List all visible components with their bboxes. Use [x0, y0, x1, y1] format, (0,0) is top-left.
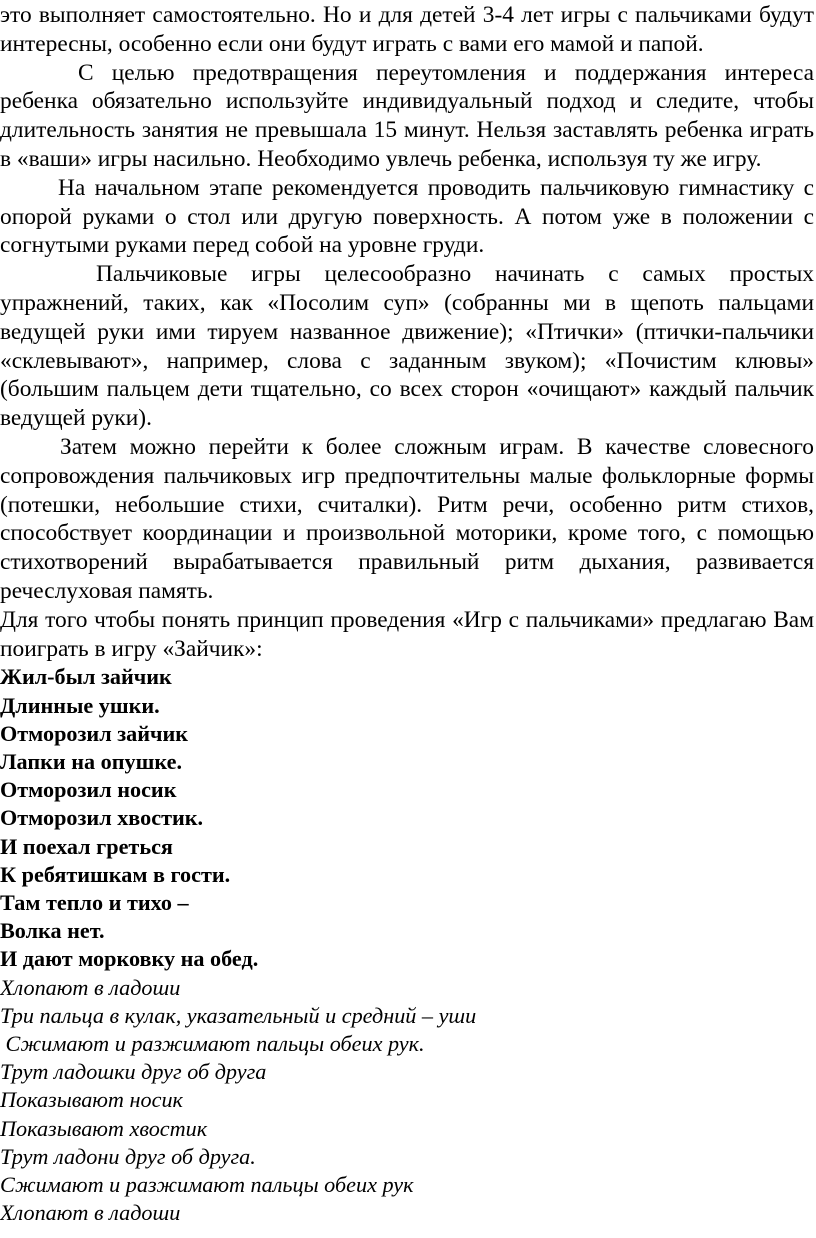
- poem-line: Лапки на опушке.: [0, 748, 182, 774]
- paragraph-intro-continuation: это выполняет самостоятельно. Но и для детей 3-4 лет игры с пальчиками будут интересны, особенно если они будут играть с вами его мамой и папой.: [0, 2, 814, 57]
- action-instructions: [0, 974, 814, 1228]
- poem-line: Отморозил носик: [0, 777, 177, 803]
- poem-line: Жил-был зайчик: [0, 664, 172, 690]
- poem-line: И поехал греться: [0, 833, 173, 859]
- poem-line: Там тепло и тихо –: [0, 889, 189, 915]
- paragraph-game-invitation: Для того чтобы понять принцип проведения «Игр с пальчиками» предлагаю Вам поиграть в игру «Зайчик»:: [0, 606, 814, 662]
- poem-line: И дают морковку на обед.: [0, 946, 259, 972]
- poem-zaychik: [0, 663, 814, 973]
- action-line: Показывают хвостик: [0, 1115, 208, 1141]
- action-line: Показывают носик: [0, 1087, 183, 1113]
- action-line: Трут ладошки друг об друга: [0, 1059, 267, 1085]
- action-line: Хлопают в ладоши: [0, 974, 181, 1000]
- action-line: Сжимают и разжимают пальцы обеих рук: [0, 1171, 414, 1197]
- paragraph-simple-exercises: Пальчиковые игры целесообразно начинать с самых простых упражнений, таких, как «Посолим суп» (собранны ми в щепоть пальцами ведущей руки ими тируем названное движение); «Птички» (птички-пальчики «склевывают», например, слова с заданным звуком); «Почистим клювы» (большим пальцем дети тщательно, со всех сторон «очищают» каждый пальчик ведущей руки).: [0, 261, 814, 432]
- paragraph-fatigue-prevention: С целью предотвращения переутомления и поддержания интереса ребенка обязательно используйте индивидуальный подход и следите, чтобы длительность занятия не превышала 15 минут. Нельзя заставлять ребенка играть в «ваши» игры насильно. Необходимо увлечь ребенка, используя ту же игру.: [0, 59, 814, 172]
- poem-line: Волка нет.: [0, 918, 105, 944]
- action-line: Трут ладони друг об друга.: [0, 1143, 256, 1169]
- action-line: Три пальца в кулак, указательный и средний – уши: [0, 1002, 477, 1028]
- action-line: Хлопают в ладоши: [0, 1200, 181, 1226]
- poem-line: Отморозил хвостик.: [0, 805, 204, 831]
- paragraph-complex-games: Затем можно перейти к более сложным играм. В качестве словесного сопровождения пальчиковых игр предпочтительны малые фольклорные формы (потешки, небольшие стихи, считалки). Ритм речи, особенно ритм стихов, способствует координации и произвольной моторики, кроме того, с помощью стихотворений вырабатывается правильный ритм дыхания, развивается речеслуховая память.: [0, 433, 814, 604]
- action-line: Сжимают и разжимают пальцы обеих рук.: [0, 1030, 425, 1056]
- poem-line: Длинные ушки.: [0, 692, 160, 718]
- poem-line: Отморозил зайчик: [0, 720, 189, 746]
- paragraph-initial-stage: На начальном этапе рекомендуется проводить пальчиковую гимнастику с опорой руками о стол или другую поверхность. А потом уже в положении с согнутыми руками перед собой на уровне груди.: [0, 174, 814, 259]
- poem-line: К ребятишкам в гости.: [0, 861, 231, 887]
